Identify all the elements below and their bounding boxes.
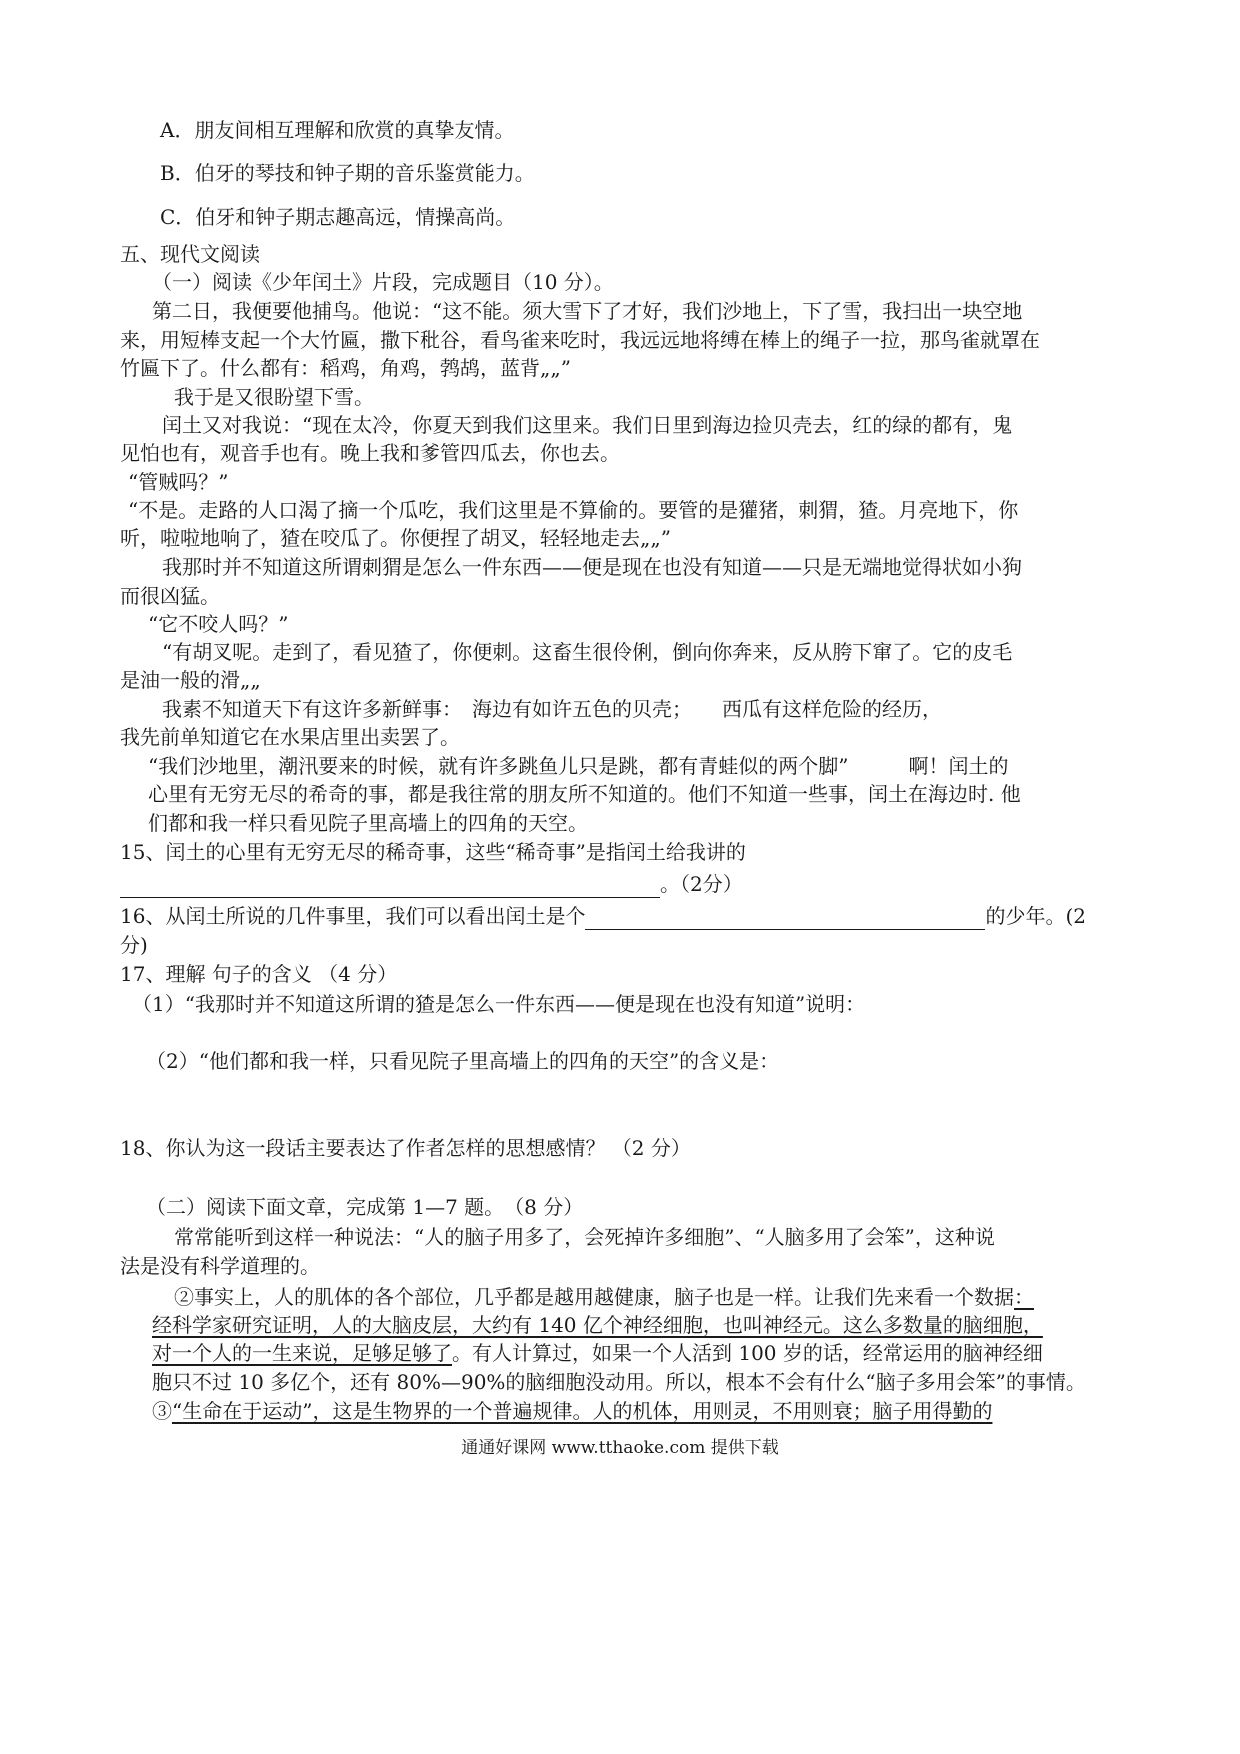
question-15-score: 。（2分） [660, 872, 743, 896]
answer-blank[interactable] [120, 875, 660, 898]
passage1-line: 我那时并不知道这所谓刺猬是怎么一件东西——便是现在也没有知道——只是无端地觉得状如小狗 [162, 555, 1022, 579]
question-16-text: 16、从闰土所说的几件事里，我们可以看出闰土是个 [120, 904, 586, 928]
passage1-line: 见怕也有，观音手也有。晚上我和爹管四瓜去，你也去。 [120, 441, 620, 465]
question-18: 18、你认为这一段话主要表达了作者怎样的思想感情？ （2 分） [120, 1136, 691, 1160]
question-16 [120, 902, 1086, 930]
passage1-line: 我于是又很盼望下雪。 [174, 385, 374, 409]
page-footer: 通通好课网 www.tthaoke.com 提供下载 [461, 1438, 779, 1458]
passage1-line: “管贼吗？” [128, 470, 229, 494]
passage2-line [152, 1339, 1043, 1367]
passage1-line: 我先前单知道它在水果店里出卖罢了。 [120, 725, 460, 749]
passage1-line: 听，啦啦地响了，猹在咬瓜了。你便捏了胡叉，轻轻地走去„„” [120, 526, 671, 550]
passage2-text: 。有人计算过，如果一个人活到 100 岁的话，经常运用的脑神经细 [452, 1341, 1043, 1365]
question-17-sub2: （2）“他们都和我一样，只看见院子里高墙上的四角的天空”的含义是： [146, 1049, 780, 1073]
answer-blank[interactable] [585, 907, 985, 930]
passage2-line: 法是没有科学道理的。 [120, 1254, 320, 1278]
passage1-line: 我素不知道天下有这许多新鲜事： 海边有如许五色的贝壳； 西瓜有这样危险的经历， [162, 697, 942, 721]
passage1-line: “有胡叉呢。走到了，看见猹了，你便刺。这畜生很伶俐，倒向你奔来，反从胯下窜了。它的皮毛 [162, 640, 1013, 664]
question-16-wrap: 分) [120, 933, 148, 957]
option-b: B．伯牙的琴技和钟子期的音乐鉴赏能力。 [160, 161, 535, 185]
underlined-text: 对一个人的一生来说，足够足够了 [152, 1341, 452, 1365]
passage1-line: 而很凶猛。 [120, 584, 220, 608]
passage1-line: 是油一般的滑„„ [120, 668, 261, 692]
passage1-line: 第二日，我便要他捕鸟。他说：“这不能。须大雪下了才好，我们沙地上，下了雪，我扫出一块空地 [152, 299, 1023, 323]
passage2-line: 常常能听到这样一种说法：“人的脑子用多了，会死掉许多细胞”、“人脑多用了会笨”，这种说 [174, 1225, 995, 1249]
question-17: 17、理解 句子的含义 （4 分） [120, 962, 398, 986]
passage1-line: 来，用短棒支起一个大竹匾，撒下秕谷，看鸟雀来吃时，我远远地将缚在棒上的绳子一拉，那鸟雀就罩在 [120, 328, 1040, 352]
passage2-line [174, 1283, 1034, 1311]
section-heading: 五、现代文阅读 [120, 242, 260, 266]
underlined-text: 经科学家研究证明，人的大脑皮层，大约有 140 亿个神经细胞，也叫神经元。这么多数量的脑细胞， [152, 1313, 1043, 1337]
part1-heading: （一）阅读《少年闰土》片段，完成题目（10 分）。 [152, 270, 614, 294]
passage2-line [152, 1397, 992, 1425]
passage1-line: “它不咬人吗？” [148, 612, 289, 636]
part2-heading: （二）阅读下面文章，完成第 1—7 题。 （8 分） [146, 1195, 584, 1219]
passage1-line: “我们沙地里，潮汛要来的时候，就有许多跳鱼儿只是跳，都有青蛙似的两个脚” 啊！闰土的 [148, 754, 1009, 778]
option-c: C．伯牙和钟子期志趣高远，情操高尚。 [160, 205, 516, 229]
passage2-text: ②事实上，人的肌体的各个部位，几乎都是越用越健康，脑子也是一样。让我们先来看一个数据 [174, 1285, 1014, 1309]
passage1-line: 闰土又对我说：“现在太冷，你夏天到我们这里来。我们日里到海边捡贝壳去，红的绿的都有，鬼 [162, 413, 1013, 437]
passage2-text: ③ [152, 1399, 172, 1423]
underlined-text: “生命在于运动”，这是生物界的一个普遍规律。人的机体，用则灵，不用则衰；脑子用得勤的 [172, 1399, 993, 1423]
question-15: 15、闰土的心里有无穷无尽的稀奇事，这些“稀奇事”是指闰土给我讲的 [120, 840, 746, 864]
passage1-line: 心里有无穷无尽的希奇的事，都是我往常的朋友所不知道的。他们不知道一些事，闰土在海边时. 他 [148, 782, 1021, 806]
underlined-text: ： [1014, 1285, 1034, 1309]
question-16-score: 的少年。(2 [985, 904, 1086, 928]
question-15-answer-row [120, 870, 743, 898]
question-17-sub1: （1）“我那时并不知道这所谓的猹是怎么一件东西——便是现在也没有知道”说明： [132, 992, 866, 1016]
passage1-line: 竹匾下了。什么都有：稻鸡，角鸡，鹁鸪，蓝背„„” [120, 356, 571, 380]
passage2-line: 胞只不过 10 多亿个，还有 80%—90%的脑细胞没动用。所以，根本不会有什么“脑子多用会笨”的事情。 [152, 1370, 1086, 1394]
passage1-line: 们都和我一样只看见院子里高墙上的四角的天空。 [148, 811, 588, 835]
option-a: A．朋友间相互理解和欣赏的真挚友情。 [160, 118, 515, 142]
passage1-line: “不是。走路的人口渴了摘一个瓜吃，我们这里是不算偷的。要管的是獾猪，刺猬，猹。月亮地下，你 [128, 498, 1019, 522]
